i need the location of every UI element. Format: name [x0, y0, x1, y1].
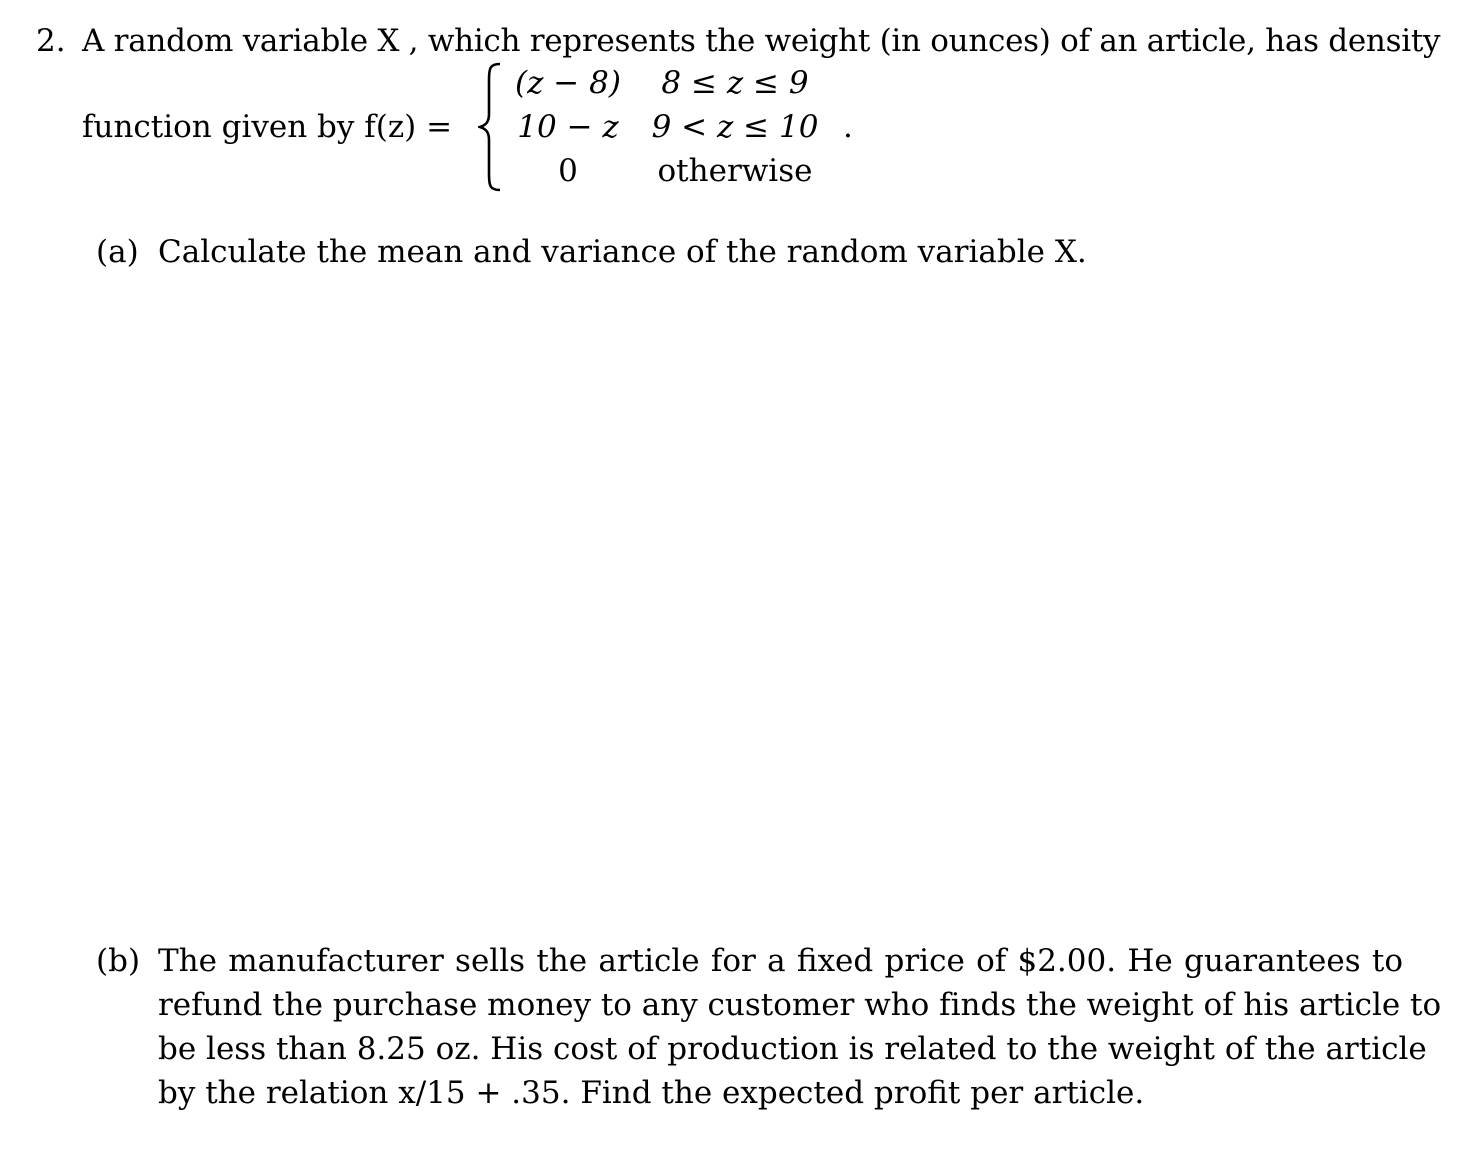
part-b-line: refund the purchase money to any customer who finds the weight of his article to	[158, 987, 1442, 1023]
case-condition: 8 ≤ z ≤ 9	[661, 65, 809, 101]
density-function-intro: function given by f(z) =	[82, 109, 453, 145]
case-expression: 10 − z	[517, 109, 619, 145]
part-b-label: (b)	[96, 943, 141, 979]
part-b-line: The manufacturer sells the article for a fixed price of $2.00. He guarantees to	[158, 943, 1403, 979]
case-condition: otherwise	[657, 153, 813, 189]
part-a-question: Calculate the mean and variance of the random variable X.	[158, 234, 1087, 270]
case-expression: 0	[558, 153, 578, 189]
part-b-line: by the relation x/15 + .35. Find the expected profit per article.	[158, 1075, 1145, 1111]
problem-number: 2.	[36, 23, 66, 59]
case-end-period: .	[843, 109, 853, 145]
case-condition: 9 < z ≤ 10	[651, 109, 819, 145]
case-expression: (z − 8)	[515, 65, 621, 101]
problem-statement-line: A random variable X , which represents the weight (in ounces) of an article, has density	[82, 23, 1441, 59]
part-b-line: be less than 8.25 oz. His cost of production is related to the weight of the article	[158, 1031, 1427, 1067]
part-a-label: (a)	[96, 234, 139, 270]
